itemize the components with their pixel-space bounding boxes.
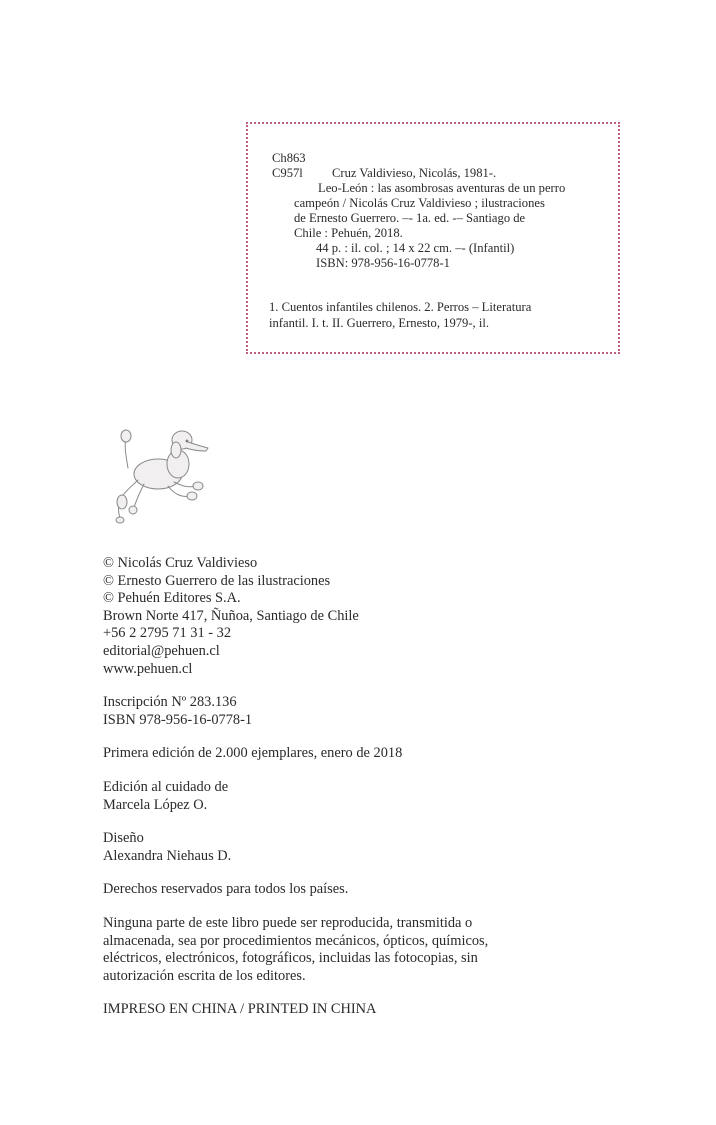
registration-block <box>103 694 663 729</box>
editing-block <box>103 779 663 814</box>
editing-line: Marcela López O. <box>103 796 208 813</box>
rights-block <box>103 881 663 899</box>
rights-line: Derechos reservados para todos los países. <box>103 881 349 898</box>
cip-cutter-number: C957l <box>272 166 303 180</box>
editing-line: Edición al cuidado de <box>103 778 229 795</box>
credit-line: www.pehuen.cl <box>103 660 193 677</box>
notice-line: eléctricos, electrónicos, fotográficos, incluidas las fotocopias, sin <box>103 950 478 967</box>
printed-line: IMPRESO EN CHINA / PRINTED IN CHINA <box>103 1001 377 1018</box>
edition-block <box>103 745 663 763</box>
notice-line: autorización escrita de los editores. <box>103 967 306 984</box>
edition-line: Primera edición de 2.000 ejemplares, enero de 2018 <box>103 745 403 762</box>
cip-isbn: ISBN: 978-956-16-0778-1 <box>316 256 450 270</box>
credits-block <box>103 555 663 678</box>
notice-line: almacenada, sea por procedimientos mecánicos, ópticos, químicos, <box>103 932 489 949</box>
cip-title-line: de Ernesto Guerrero. –- 1a. ed. -– Santiago de <box>294 211 526 225</box>
cip-title-line: Leo-León : las asombrosas aventuras de un perro <box>318 181 566 195</box>
notice-line: Ninguna parte de este libro puede ser reproducida, transmitida o <box>103 914 473 931</box>
cip-title-line: Chile : Pehuén, 2018. <box>294 226 403 240</box>
credit-line: © Pehuén Editores S.A. <box>103 590 241 607</box>
cip-subject-line: 1. Cuentos infantiles chilenos. 2. Perros – Literatura <box>269 300 532 314</box>
design-line: Diseño <box>103 830 144 847</box>
credit-line: editorial@pehuen.cl <box>103 642 220 659</box>
cip-physical: 44 p. : il. col. ; 14 x 22 cm. –- (Infantil) <box>316 241 515 255</box>
design-line: Alexandra Niehaus D. <box>103 847 232 864</box>
credit-line: Brown Norte 417, Ñuñoa, Santiago de Chile <box>103 607 359 624</box>
cip-title-line: campeón / Nicolás Cruz Valdivieso ; ilustraciones <box>294 196 545 210</box>
registration-line: ISBN 978-956-16-0778-1 <box>103 711 253 728</box>
credit-line: +56 2 2795 71 31 - 32 <box>103 625 232 642</box>
design-block <box>103 830 663 865</box>
credit-line: © Nicolás Cruz Valdivieso <box>103 555 258 571</box>
poodle-illustration <box>102 424 214 528</box>
copyright-page <box>103 555 663 1035</box>
credit-line: © Ernesto Guerrero de las ilustraciones <box>103 572 331 589</box>
registration-line: Inscripción Nº 283.136 <box>103 694 237 711</box>
printed-block <box>103 1001 663 1019</box>
cip-catalog-box <box>246 122 620 354</box>
cip-class-number: Ch863 <box>272 151 306 165</box>
cip-subject-line: infantil. I. t. II. Guerrero, Ernesto, 1979-, il. <box>269 316 489 330</box>
cip-author: Cruz Valdivieso, Nicolás, 1981-. <box>332 166 497 180</box>
notice-block <box>103 915 663 985</box>
